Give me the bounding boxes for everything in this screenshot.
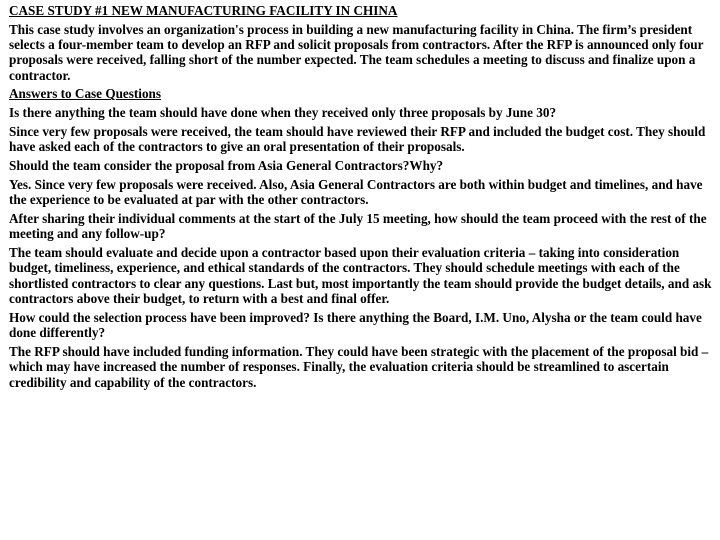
- section-heading: Answers to Case Questions: [9, 86, 162, 102]
- intro-paragraph: This case study involves an organization's process in building a new manufacturing facility in China. The firm’s president selects a four-member team to develop an RFP and solicit proposals from contractors. After the RFP is announced only four proposals were received, falling short of the number expected. The team schedules a meeting to discuss and finalize upon a contractor.: [9, 21, 704, 83]
- question-1: Is there anything the team should have done when they received only three proposals by June 30?: [9, 105, 557, 121]
- answer-3: The team should evaluate and decide upon a contractor based upon their evaluation criteria – taking into consideration budget, timeliness, experience, and ethical standards of the contractors. They should schedule meetings with each of the shortlisted contractors to clear any questions. Last but, most importantly the team should provide the budget details, and ask contractors above their budget, to return with a best and final offer.: [9, 245, 712, 307]
- question-3: After sharing their individual comments at the start of the July 15 meeting, how should the team proceed with the rest of the meeting and any follow-up?: [9, 211, 707, 242]
- document-body: [9, 3, 714, 393]
- question-4: How could the selection process have been improved? Is there anything the Board, I.M. Uno, Alysha or the team could have done differently?: [9, 309, 702, 341]
- answer-2: Yes. Since very few proposals were received. Also, Asia General Contractors are both within budget and timelines, and have the experience to be evaluated at par with the other contractors.: [9, 176, 703, 208]
- document-title: CASE STUDY #1 NEW MANUFACTURING FACILITY IN CHINA: [9, 3, 398, 18]
- question-2: Should the team consider the proposal from Asia General Contractors?Why?: [9, 158, 444, 174]
- answer-4: The RFP should have included funding information. They could have been strategic with the placement of the proposal bid – which may have increased the number of responses. Finally, the evaluation criteria should be streamlined to ascertain credibility and capability of the contractors.: [9, 343, 709, 390]
- answer-1: Since very few proposals were received, the team should have reviewed their RFP and included the budget cost. They should have asked each of the contractors to give an oral presentation of their proposals.: [9, 124, 706, 155]
